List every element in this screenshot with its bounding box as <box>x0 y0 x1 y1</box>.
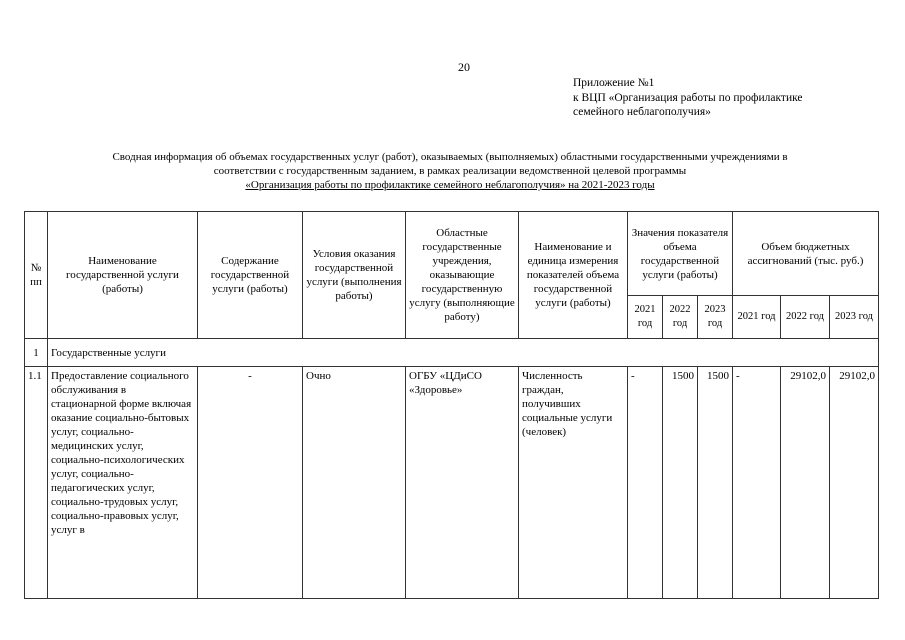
header-content: Содержание государственной услуги (работы) <box>198 212 303 339</box>
table-header-row <box>25 212 879 296</box>
header-service-name: Наименование государственной услуги (работы) <box>48 212 198 339</box>
summary-table <box>24 211 879 599</box>
row-budget-2021: - <box>733 367 781 599</box>
header-budget-year-2021: 2021 год <box>733 296 781 339</box>
section-row <box>25 339 879 367</box>
appendix-line-3: семейного неблагополучия» <box>573 106 711 118</box>
document-heading <box>40 150 860 192</box>
row-num: 1.1 <box>25 367 48 599</box>
header-measure: Наименование и единица измерения показателей объема государственной услуги (работы) <box>519 212 628 339</box>
row-institution: ОГБУ «ЦДиСО «Здоровье» <box>406 367 519 599</box>
heading-line-2: соответствии с государственным заданием, в рамках реализации ведомственной целевой программы <box>213 165 687 177</box>
row-value-2022: 1500 <box>663 367 698 599</box>
heading-line-1: Сводная информация об объемах государственных услуг (работ), оказываемых (выполняемых) областными государственными учреждениями в <box>112 151 788 163</box>
header-indicator-values: Значения показателя объема государственной услуги (работы) <box>628 212 733 296</box>
row-value-2021: - <box>628 367 663 599</box>
header-institutions: Областные государственные учреждения, оказывающие государственную услугу (выполняющие работу) <box>406 212 519 339</box>
table-row <box>25 367 879 599</box>
header-num: № пп <box>25 212 48 339</box>
appendix-line-1: Приложение №1 <box>573 77 655 89</box>
header-budget: Объем бюджетных ассигнований (тыс. руб.) <box>733 212 879 296</box>
header-year-2023: 2023 год <box>698 296 733 339</box>
header-conditions: Условия оказания государственной услуги (выполнения работы) <box>303 212 406 339</box>
row-conditions: Очно <box>303 367 406 599</box>
section-num: 1 <box>25 339 48 367</box>
row-service-name: Предоставление социального обслуживания в стационарной форме включая оказание социально-бытовых услуг, социально-медицинских услуг, социально-психологических услуг, социально-педагогических услуг, социально-трудовых услуг, социально-правовых услуг, услуг в <box>48 367 198 599</box>
header-year-2021: 2021 год <box>628 296 663 339</box>
row-content: - <box>198 367 303 599</box>
row-budget-2022: 29102,0 <box>781 367 830 599</box>
row-value-2023: 1500 <box>698 367 733 599</box>
header-year-2022: 2022 год <box>663 296 698 339</box>
row-measure: Численность граждан, получивших социальные услуги (человек) <box>519 367 628 599</box>
heading-line-3: «Организация работы по профилактике семейного неблагополучия» на 2021-2023 годы <box>245 179 655 191</box>
header-budget-year-2023: 2023 год <box>830 296 879 339</box>
row-budget-2023: 29102,0 <box>830 367 879 599</box>
page-number: 20 <box>458 60 470 74</box>
appendix-note <box>573 76 803 120</box>
header-budget-year-2022: 2022 год <box>781 296 830 339</box>
appendix-line-2: к ВЦП «Организация работы по профилактике <box>573 91 803 104</box>
section-label: Государственные услуги <box>48 339 879 367</box>
